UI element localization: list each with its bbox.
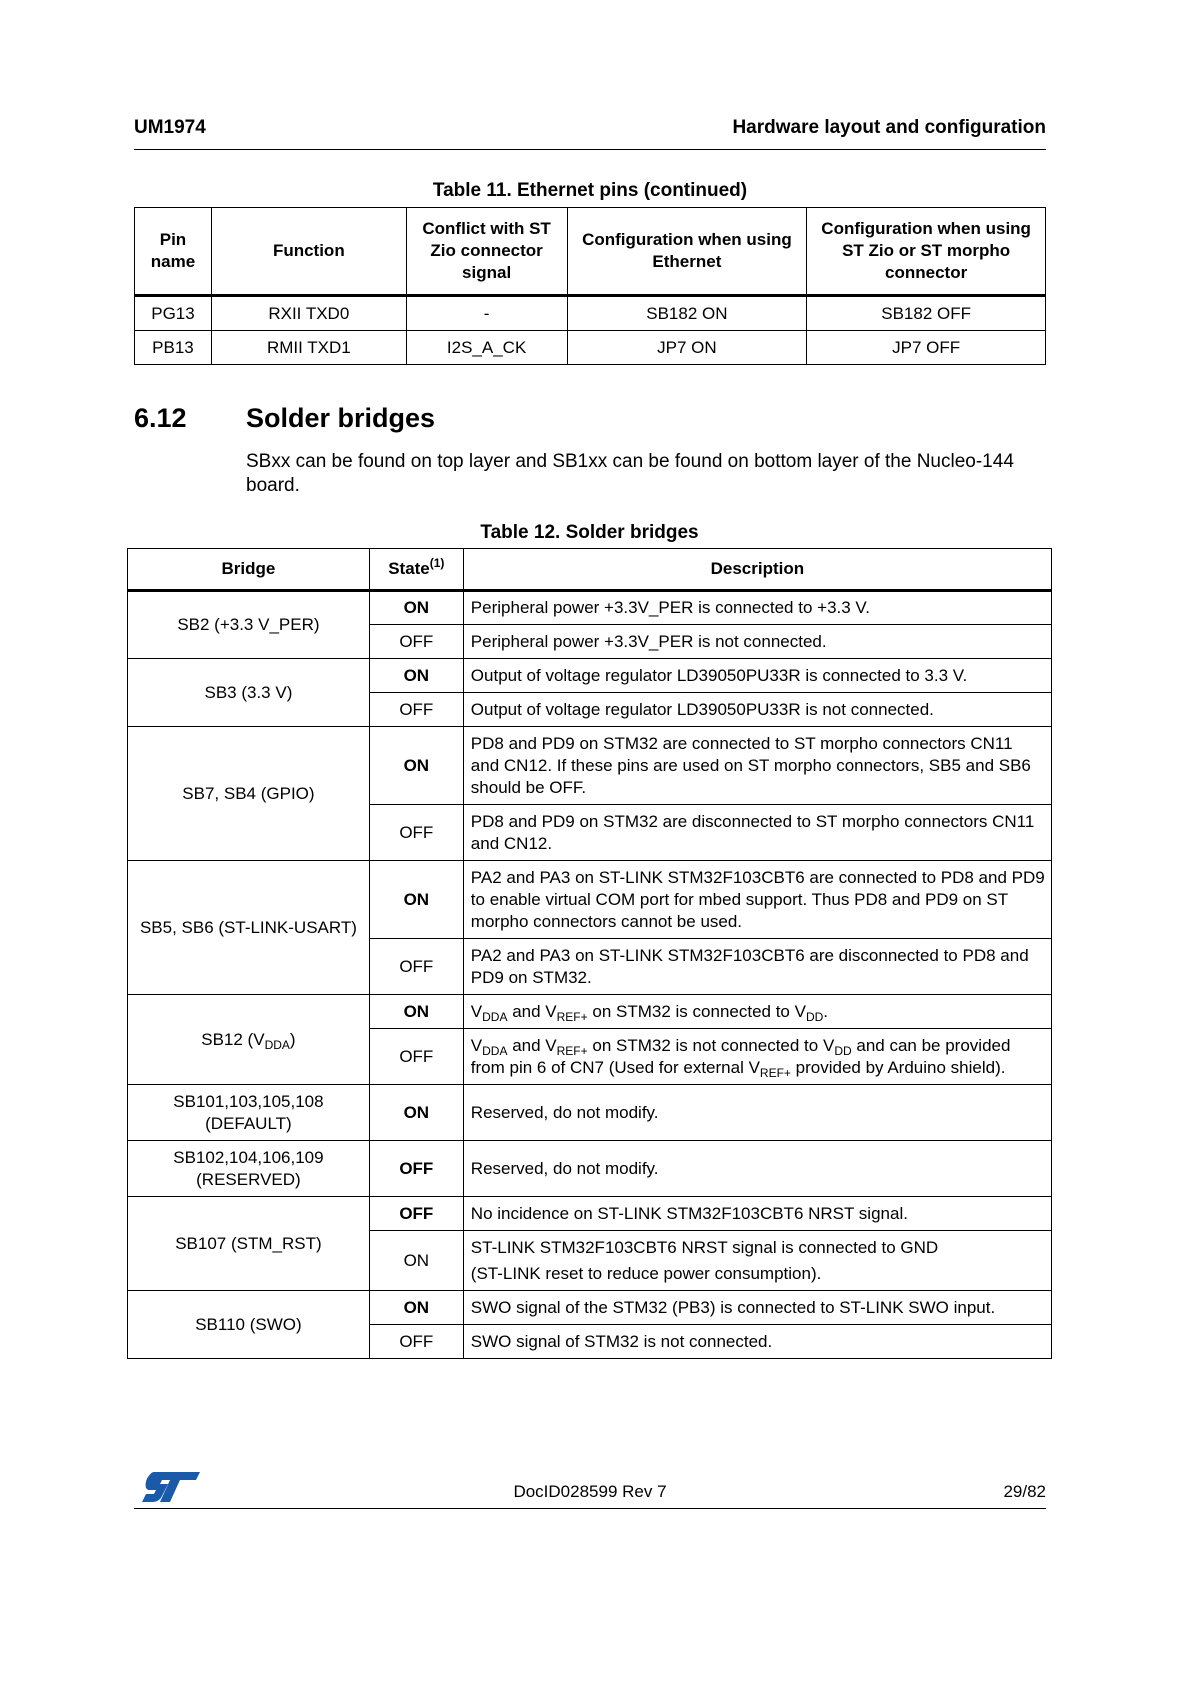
description-cell: Output of voltage regulator LD39050PU33R is connected to 3.3 V. <box>463 659 1051 693</box>
table-row <box>135 331 1046 365</box>
table-row <box>128 591 1052 625</box>
description-cell <box>463 1231 1051 1291</box>
cell: RMII TXD1 <box>211 331 406 365</box>
table11-caption: Table 11. Ethernet pins (continued) <box>432 180 748 201</box>
text: . <box>823 1001 829 1021</box>
state-cell: ON <box>369 727 463 805</box>
description-cell <box>463 995 1051 1029</box>
state-cell: OFF <box>369 1141 463 1197</box>
description-cell: PA2 and PA3 on ST-LINK STM32F103CBT6 are disconnected to PD8 and PD9 on STM32. <box>463 939 1051 995</box>
description-cell: Peripheral power +3.3V_PER is not connected. <box>463 625 1051 659</box>
state-cell: OFF <box>369 693 463 727</box>
text: and V <box>507 1035 557 1055</box>
description-cell: PA2 and PA3 on ST-LINK STM32F103CBT6 are connected to PD8 and PD9 to enable virtual COM port for mbed support. Thus PD8 and PD9 on ST morpho connectors cannot be used. <box>463 861 1051 939</box>
bridge-cell: SB7, SB4 (GPIO) <box>128 727 370 861</box>
bridge-cell <box>128 995 370 1085</box>
state-cell: OFF <box>369 939 463 995</box>
cell: I2S_A_CK <box>406 331 567 365</box>
description-cell: Peripheral power +3.3V_PER is connected to +3.3 V. <box>463 591 1051 625</box>
text: and V <box>507 1001 557 1021</box>
description-line: (ST-LINK reset to reduce power consumption). <box>470 1263 822 1283</box>
table12-caption: Table 12. Solder bridges <box>480 522 699 543</box>
description-cell: PD8 and PD9 on STM32 are disconnected to ST morpho connectors CN11 and CN12. <box>463 805 1051 861</box>
table-row <box>128 1197 1052 1231</box>
state-label: State <box>388 559 430 578</box>
description-cell: Reserved, do not modify. <box>463 1141 1051 1197</box>
cell: SB182 OFF <box>807 296 1046 331</box>
text: V <box>470 1001 483 1021</box>
bridge-line: SB101,103,105,108 <box>173 1091 324 1111</box>
description-cell: SWO signal of the STM32 (PB3) is connected to ST-LINK SWO input. <box>463 1291 1051 1325</box>
state-cell: OFF <box>369 805 463 861</box>
bridge-cell: SB110 (SWO) <box>128 1291 370 1359</box>
section-title: Solder bridges <box>246 403 436 433</box>
page-footer <box>134 1468 1046 1509</box>
table-row <box>128 727 1052 805</box>
description-cell <box>463 1029 1051 1085</box>
bridge-cell: SB107 (STM_RST) <box>128 1197 370 1291</box>
bridge-line: (RESERVED) <box>196 1169 301 1189</box>
section-number: 6.12 <box>134 403 187 433</box>
subscript: DD <box>834 1043 852 1058</box>
cell: JP7 OFF <box>807 331 1046 365</box>
state-cell: ON <box>369 861 463 939</box>
text: on STM32 is not connected to V <box>587 1035 835 1055</box>
col-header-function: Function <box>211 208 406 296</box>
cell: RXII TXD0 <box>211 296 406 331</box>
bridge-cell <box>128 1085 370 1141</box>
state-cell: ON <box>369 591 463 625</box>
state-cell: OFF <box>369 625 463 659</box>
bridge-line: (DEFAULT) <box>205 1113 292 1133</box>
subscript: DDA <box>264 1037 290 1052</box>
state-cell: OFF <box>369 1197 463 1231</box>
table-row <box>135 296 1046 331</box>
text: SB12 (V <box>201 1029 265 1049</box>
bridge-cell <box>128 1141 370 1197</box>
ethernet-pins-table <box>134 207 1046 365</box>
bridge-cell: SB3 (3.3 V) <box>128 659 370 727</box>
solder-bridges-table <box>127 548 1052 1359</box>
page-number: 29/82 <box>1003 1482 1046 1501</box>
description-cell: No incidence on ST-LINK STM32F103CBT6 NRST signal. <box>463 1197 1051 1231</box>
text: provided by Arduino shield). <box>790 1057 1006 1077</box>
header-section-title: Hardware layout and configuration <box>732 117 1046 138</box>
bridge-cell: SB5, SB6 (ST-LINK-USART) <box>128 861 370 995</box>
table-row <box>128 1141 1052 1197</box>
table-row <box>128 861 1052 939</box>
cell: PG13 <box>135 296 212 331</box>
page-header <box>134 117 1046 150</box>
description-cell: Output of voltage regulator LD39050PU33R is not connected. <box>463 693 1051 727</box>
col-header-description: Description <box>463 549 1051 591</box>
state-cell: ON <box>369 1291 463 1325</box>
col-header-conflict: Conflict with ST Zio connector signal <box>406 208 567 296</box>
bridge-cell: SB2 (+3.3 V_PER) <box>128 591 370 659</box>
cell: PB13 <box>135 331 212 365</box>
state-cell: OFF <box>369 1029 463 1085</box>
cell: - <box>406 296 567 331</box>
col-header-state <box>369 549 463 591</box>
subscript: REF+ <box>556 1009 588 1024</box>
table-row <box>128 659 1052 693</box>
subscript: DDA <box>482 1009 508 1024</box>
subscript: DDA <box>482 1043 508 1058</box>
state-cell: ON <box>369 659 463 693</box>
table-row <box>128 995 1052 1029</box>
description-cell: PD8 and PD9 on STM32 are connected to ST morpho connectors CN11 and CN12. If these pins are used on ST morpho connectors, SB5 and SB6 should be OFF. <box>463 727 1051 805</box>
section-paragraph: SBxx can be found on top layer and SB1xx can be found on bottom layer of the Nucleo-144 board. <box>246 451 1014 496</box>
state-cell: ON <box>369 1231 463 1291</box>
col-header-config-zio: Configuration when using ST Zio or ST morpho connector <box>807 208 1046 296</box>
description-line: ST-LINK STM32F103CBT6 NRST signal is connected to GND <box>470 1237 939 1257</box>
state-cell: ON <box>369 1085 463 1141</box>
table-row <box>128 1291 1052 1325</box>
text: V <box>470 1035 483 1055</box>
subscript: REF+ <box>759 1065 791 1080</box>
text: ) <box>289 1029 296 1049</box>
bridge-line: SB102,104,106,109 <box>173 1147 324 1167</box>
text: on STM32 is connected to V <box>587 1001 806 1021</box>
text: and can be provided from pin 6 of CN7 (Used for external V <box>470 1035 1011 1077</box>
subscript: DD <box>805 1009 824 1024</box>
subscript: REF+ <box>556 1043 588 1058</box>
col-header-bridge: Bridge <box>128 549 370 591</box>
description-cell: SWO signal of STM32 is not connected. <box>463 1325 1051 1359</box>
doc-code: UM1974 <box>134 117 206 138</box>
col-header-config-ethernet: Configuration when using Ethernet <box>567 208 807 296</box>
state-cell: ON <box>369 995 463 1029</box>
cell: SB182 ON <box>567 296 807 331</box>
doc-id: DocID028599 Rev 7 <box>513 1482 667 1501</box>
footnote-marker: (1) <box>429 556 445 570</box>
state-cell: OFF <box>369 1325 463 1359</box>
cell: JP7 ON <box>567 331 807 365</box>
table-row <box>128 1085 1052 1141</box>
description-cell: Reserved, do not modify. <box>463 1085 1051 1141</box>
col-header-pin-name: Pin name <box>135 208 212 296</box>
